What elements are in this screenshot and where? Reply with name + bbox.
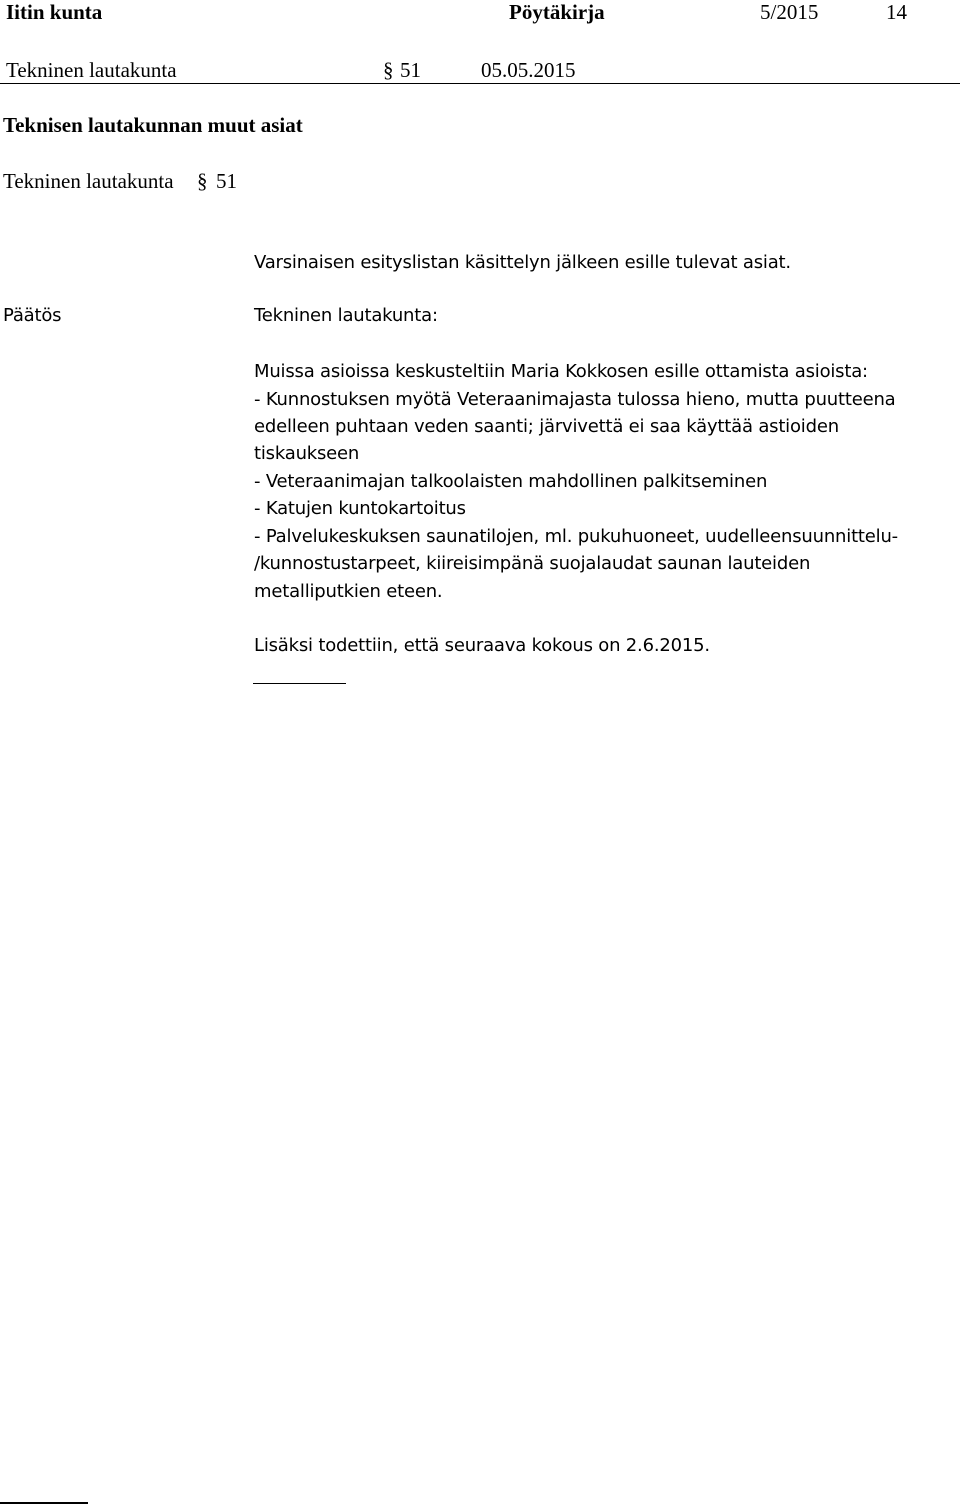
reference-section-number: 51	[216, 169, 237, 193]
page-title: Teknisen lautakunnan muut asiat	[3, 113, 303, 137]
closing-text: Lisäksi todettiin, että seuraava kokous on 2.6.2015.	[254, 635, 710, 656]
decision-line: metalliputkien eteen.	[254, 581, 443, 602]
page-number: 14	[886, 0, 907, 24]
decision-label: Päätös	[3, 305, 62, 326]
municipality-name: Iitin kunta	[6, 0, 103, 24]
decision-line: - Kunnostuksen myötä Veteraanimajasta tulossa hieno, mutta puutteena	[254, 389, 896, 410]
decision-line: /kunnostustarpeet, kiireisimpänä suojalaudat saunan lauteiden	[254, 553, 811, 574]
issue-number: 5/2015	[760, 0, 819, 24]
decision-line: tiskaukseen	[254, 443, 360, 464]
header-section-symbol: §	[383, 58, 394, 82]
header-section-number: 51	[400, 58, 421, 82]
section-end-rule	[253, 683, 346, 684]
header-body-name: Tekninen lautakunta	[6, 58, 177, 82]
decision-line: edelleen puhtaan veden saanti; järvivettä ei saa käyttää astioiden	[254, 416, 839, 437]
decision-line: - Katujen kuntokartoitus	[254, 498, 466, 519]
document-type: Pöytäkirja	[509, 0, 605, 24]
header-date: 05.05.2015	[481, 58, 576, 82]
reference-body-name: Tekninen lautakunta	[3, 169, 174, 193]
decision-line: - Veteraanimajan talkoolaisten mahdollinen palkitseminen	[254, 471, 768, 492]
decision-heading: Tekninen lautakunta:	[254, 305, 438, 326]
intro-text: Varsinaisen esityslistan käsittelyn jälkeen esille tulevat asiat.	[254, 252, 791, 273]
decision-line: Muissa asioissa keskusteltiin Maria Kokkosen esille ottamista asioista:	[254, 361, 868, 382]
header-divider	[0, 83, 960, 84]
reference-section-symbol: §	[197, 169, 208, 193]
footer-divider	[0, 1502, 88, 1504]
decision-line: - Palvelukeskuksen saunatilojen, ml. pukuhuoneet, uudelleensuunnittelu-	[254, 526, 898, 547]
